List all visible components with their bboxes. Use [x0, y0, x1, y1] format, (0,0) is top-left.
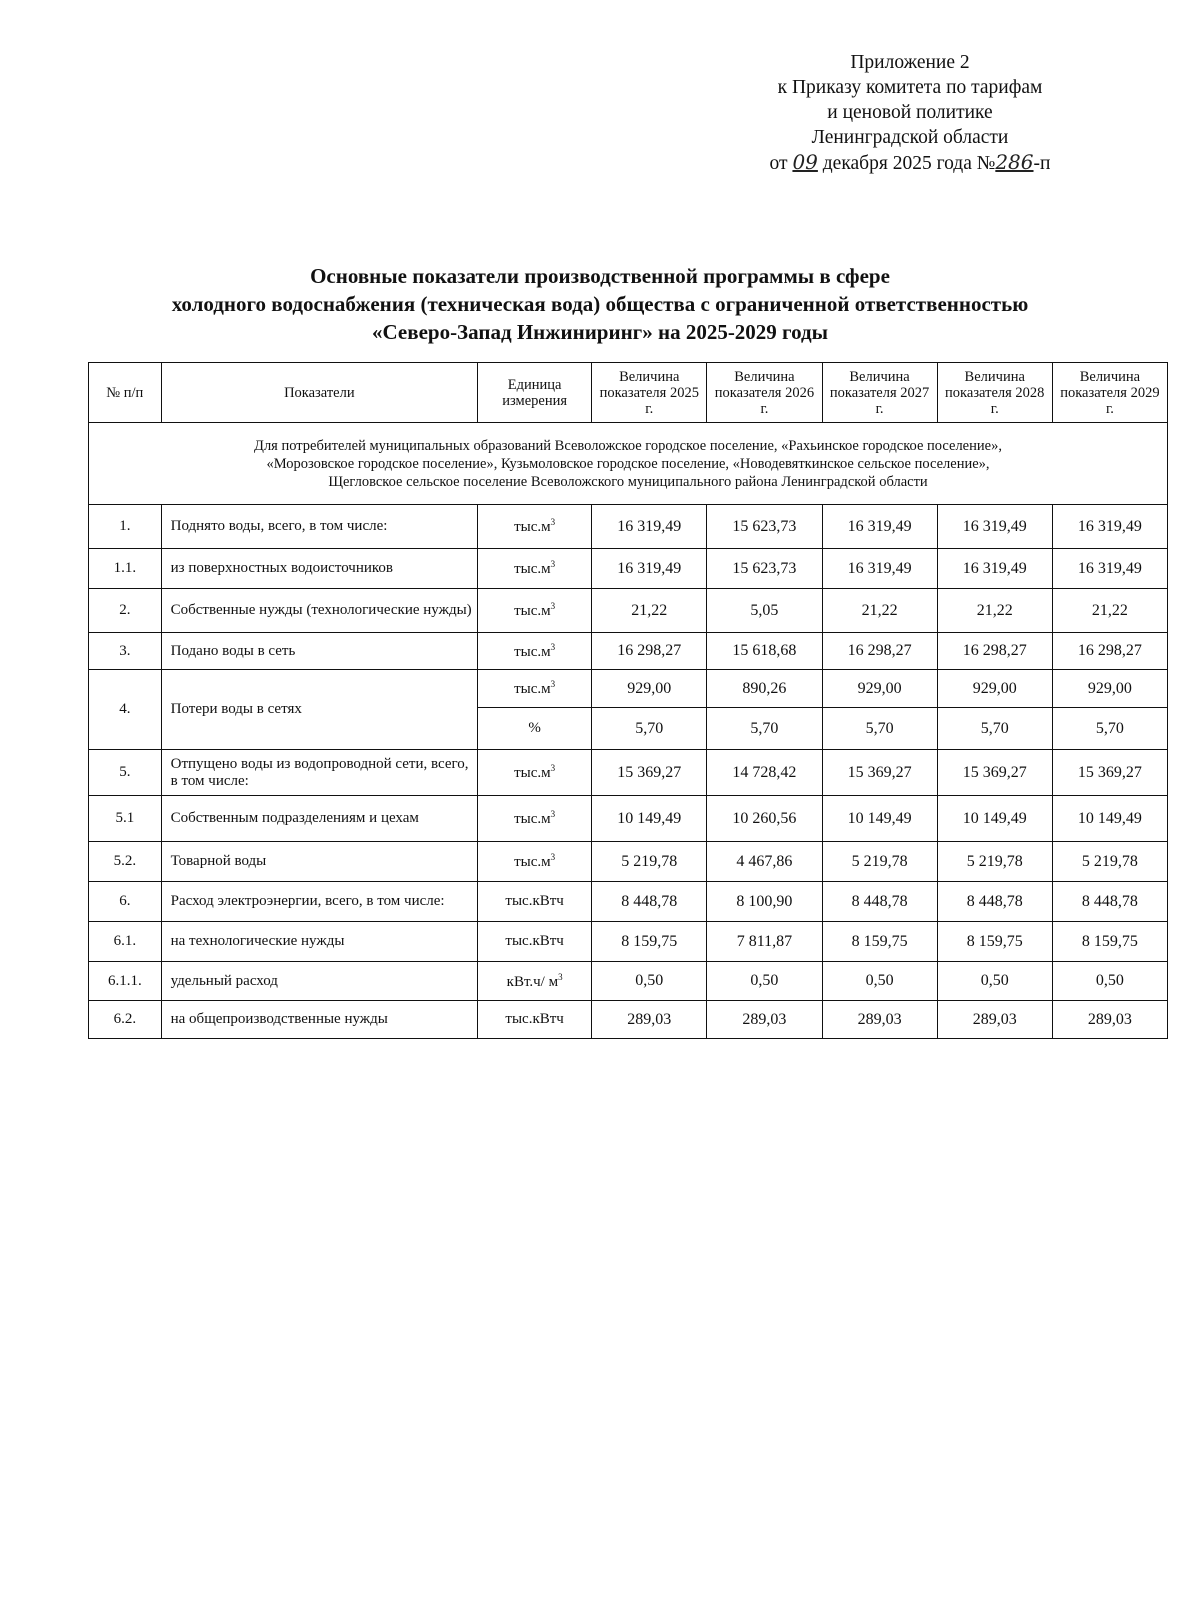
value-2029: 0,50	[1052, 962, 1167, 1001]
value-2026: 10 260,56	[707, 796, 822, 842]
table-row	[89, 505, 1168, 549]
table-row	[89, 882, 1168, 922]
row-number: 6.	[89, 882, 162, 922]
value-2028: 15 369,27	[937, 750, 1052, 796]
header-indicator: Показатели	[161, 363, 477, 423]
row-unit: $тыс.м^3$	[478, 670, 592, 708]
annex-line-1: Приложение 2	[850, 52, 970, 73]
row-number: 5.1	[89, 796, 162, 842]
value-2026: 15 618,68	[707, 633, 822, 670]
value-2028: 929,00	[937, 670, 1052, 708]
value-2026: 4 467,86	[707, 842, 822, 882]
row-indicator: удельный расход	[161, 962, 477, 1001]
value-2029: 16 319,49	[1052, 505, 1167, 549]
value-2028: 8 159,75	[937, 922, 1052, 962]
header-2028: Величина показателя 2028 г.	[937, 363, 1052, 423]
value-2029: 8 159,75	[1052, 922, 1167, 962]
value-2028: 0,50	[937, 962, 1052, 1001]
percent-2026: 5,70	[707, 708, 822, 750]
header-2029: Величина показателя 2029 г.	[1052, 363, 1167, 423]
value-2029: 289,03	[1052, 1001, 1167, 1039]
value-2025: 5 219,78	[592, 842, 707, 882]
percent-2028: 5,70	[937, 708, 1052, 750]
title-line-1: Основные показатели производственной программы в сфере	[310, 264, 890, 288]
value-2028: 21,22	[937, 589, 1052, 633]
value-2027: 0,50	[822, 962, 937, 1001]
row-indicator: Потери воды в сетях	[161, 670, 477, 750]
value-2027: 21,22	[822, 589, 937, 633]
value-2027: 16 319,49	[822, 505, 937, 549]
value-2026: 14 728,42	[707, 750, 822, 796]
table-row	[89, 670, 1168, 708]
row-unit: $тыс.м^3$	[478, 842, 592, 882]
row-unit: тыс.кВтч	[478, 1001, 592, 1039]
row-number: 4.	[89, 670, 162, 750]
scope-line-2: «Морозовское городское поселение», Кузьмоловское городское поселение, «Новодевяткинское сельское поселение»,	[266, 455, 990, 472]
table-row	[89, 842, 1168, 882]
value-2026: 0,50	[707, 962, 822, 1001]
value-2027: 5 219,78	[822, 842, 937, 882]
row-unit: $тыс.м^3$	[478, 549, 592, 589]
row-unit: $тыс.м^3$	[478, 750, 592, 796]
value-2027: 15 369,27	[822, 750, 937, 796]
row-indicator: Расход электроэнергии, всего, в том числе:	[161, 882, 477, 922]
row-indicator: Отпущено воды из водопроводной сети, всего, в том числе:	[161, 750, 477, 796]
row-indicator: Собственным подразделениям и цехам	[161, 796, 477, 842]
row-indicator: Товарной воды	[161, 842, 477, 882]
date-middle: декабря 2025 года №	[822, 153, 996, 174]
row-unit: тыс.кВтч	[478, 922, 592, 962]
row-indicator: на технологические нужды	[161, 922, 477, 962]
handwritten-day: 09	[792, 150, 818, 174]
row-unit: $тыс.м^3$	[478, 589, 592, 633]
table-row	[89, 633, 1168, 670]
row-indicator: Подано воды в сеть	[161, 633, 477, 670]
value-2025: 8 159,75	[592, 922, 707, 962]
value-2025: 929,00	[592, 670, 707, 708]
order-suffix: -п	[1033, 153, 1051, 174]
value-2027: 8 159,75	[822, 922, 937, 962]
value-2026: 15 623,73	[707, 505, 822, 549]
value-2026: 5,05	[707, 589, 822, 633]
handwritten-number: 286	[995, 150, 1034, 174]
row-number: 6.1.1.	[89, 962, 162, 1001]
value-2025: 16 319,49	[592, 549, 707, 589]
percent-2029: 5,70	[1052, 708, 1167, 750]
value-2027: 10 149,49	[822, 796, 937, 842]
row-unit: $тыс.м^3$	[478, 633, 592, 670]
value-2026: 8 100,90	[707, 882, 822, 922]
value-2029: 10 149,49	[1052, 796, 1167, 842]
indicators-table	[88, 362, 1168, 1039]
annex-date-line	[720, 150, 1100, 176]
value-2028: 16 319,49	[937, 549, 1052, 589]
percent-2027: 5,70	[822, 708, 937, 750]
value-2028: 8 448,78	[937, 882, 1052, 922]
scope-line-3: Щегловское сельское поселение Всеволожского муниципального района Ленинградской области	[328, 473, 928, 490]
header-unit: Единица измерения	[478, 363, 592, 423]
header-num: № п/п	[89, 363, 162, 423]
row-unit: тыс.кВтч	[478, 882, 592, 922]
row-number: 3.	[89, 633, 162, 670]
value-2029: 8 448,78	[1052, 882, 1167, 922]
value-2025: 8 448,78	[592, 882, 707, 922]
title-line-3: «Северо-Запад Инжиниринг» на 2025-2029 годы	[371, 320, 828, 344]
row-unit: кВт.ч/ $м^3$	[478, 962, 592, 1001]
annex-line-4: Ленинградской области	[811, 127, 1009, 148]
value-2028: 16 319,49	[937, 505, 1052, 549]
row-unit: $тыс.м^3$	[478, 505, 592, 549]
header-2026: Величина показателя 2026 г.	[707, 363, 822, 423]
value-2025: 15 369,27	[592, 750, 707, 796]
table-row	[89, 962, 1168, 1001]
header-row	[89, 363, 1168, 423]
value-2027: 8 448,78	[822, 882, 937, 922]
row-indicator: на общепроизводственные нужды	[161, 1001, 477, 1039]
row-number: 5.	[89, 750, 162, 796]
value-2028: 10 149,49	[937, 796, 1052, 842]
date-prefix: от	[769, 153, 788, 174]
value-2029: 16 298,27	[1052, 633, 1167, 670]
percent-2025: 5,70	[592, 708, 707, 750]
table-row	[89, 750, 1168, 796]
value-2025: 0,50	[592, 962, 707, 1001]
row-number: 1.1.	[89, 549, 162, 589]
value-2028: 5 219,78	[937, 842, 1052, 882]
value-2025: 16 298,27	[592, 633, 707, 670]
table-row	[89, 796, 1168, 842]
value-2025: 289,03	[592, 1001, 707, 1039]
scope-line-1: Для потребителей муниципальных образований Всеволожское городское поселение, «Рахьинское городское поселение»,	[254, 437, 1002, 454]
row-number: 6.1.	[89, 922, 162, 962]
annex-line-2: к Приказу комитета по тарифам	[777, 77, 1043, 98]
value-2025: 16 319,49	[592, 505, 707, 549]
scope-cell	[89, 423, 1168, 505]
row-indicator: Собственные нужды (технологические нужды)	[161, 589, 477, 633]
table-row	[89, 922, 1168, 962]
value-2029: 16 319,49	[1052, 549, 1167, 589]
value-2028: 16 298,27	[937, 633, 1052, 670]
row-indicator: Поднято воды, всего, в том числе:	[161, 505, 477, 549]
value-2026: 890,26	[707, 670, 822, 708]
annex-line-3: и ценовой политике	[827, 102, 993, 123]
value-2025: 10 149,49	[592, 796, 707, 842]
document-title	[60, 262, 1140, 346]
header-2027: Величина показателя 2027 г.	[822, 363, 937, 423]
value-2029: 15 369,27	[1052, 750, 1167, 796]
scope-row	[89, 423, 1168, 505]
annex-header	[720, 50, 1100, 176]
value-2026: 15 623,73	[707, 549, 822, 589]
value-2027: 16 319,49	[822, 549, 937, 589]
row-unit-percent: %	[478, 708, 592, 750]
title-line-2: холодного водоснабжения (техническая вода) общества с ограниченной ответственностью	[171, 292, 1029, 316]
row-number: 1.	[89, 505, 162, 549]
value-2029: 5 219,78	[1052, 842, 1167, 882]
row-unit: $тыс.м^3$	[478, 796, 592, 842]
table-row	[89, 549, 1168, 589]
table-row	[89, 589, 1168, 633]
row-indicator: из поверхностных водоисточников	[161, 549, 477, 589]
value-2027: 16 298,27	[822, 633, 937, 670]
row-number: 5.2.	[89, 842, 162, 882]
row-number: 6.2.	[89, 1001, 162, 1039]
value-2027: 929,00	[822, 670, 937, 708]
value-2029: 21,22	[1052, 589, 1167, 633]
header-2025: Величина показателя 2025 г.	[592, 363, 707, 423]
table-row	[89, 1001, 1168, 1039]
value-2026: 289,03	[707, 1001, 822, 1039]
value-2029: 929,00	[1052, 670, 1167, 708]
row-number: 2.	[89, 589, 162, 633]
value-2027: 289,03	[822, 1001, 937, 1039]
value-2025: 21,22	[592, 589, 707, 633]
value-2026: 7 811,87	[707, 922, 822, 962]
value-2028: 289,03	[937, 1001, 1052, 1039]
